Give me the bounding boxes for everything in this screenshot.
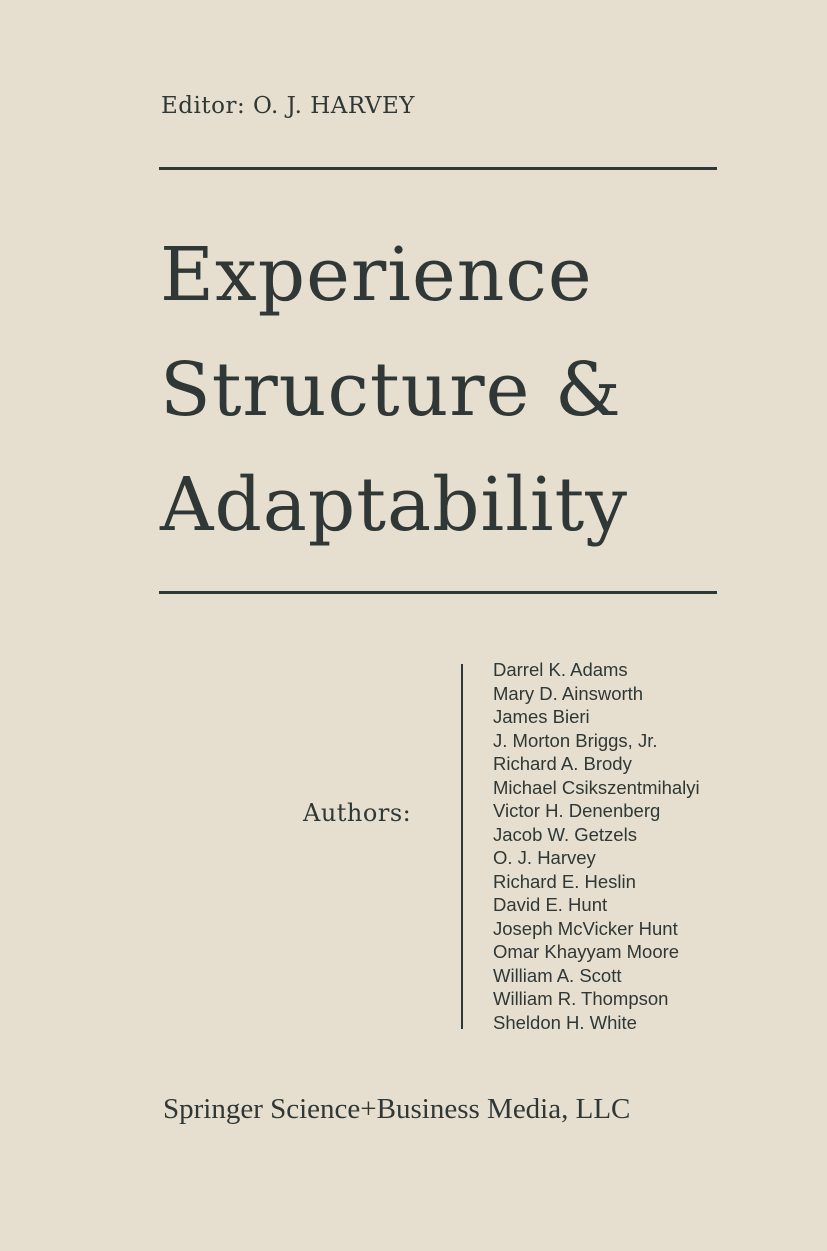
author-name: J. Morton Briggs, Jr. xyxy=(493,729,658,751)
author-name: William R. Thompson xyxy=(493,988,669,1009)
author-name: James Bieri xyxy=(493,706,590,727)
author-name: Darrel K. Adams xyxy=(493,659,628,680)
author-name: Richard A. Brody xyxy=(493,753,632,774)
bottom-rule xyxy=(159,591,717,594)
author-name: Richard E. Heslin xyxy=(493,870,636,892)
authors-label: Authors: xyxy=(303,799,412,827)
title-line-3: Adaptability xyxy=(160,462,629,548)
author-name: Omar Khayyam Moore xyxy=(493,941,680,962)
editor-line: Editor: O. J. HARVEY xyxy=(161,93,415,119)
author-name: Victor H. Denenberg xyxy=(493,800,661,821)
title-line-2: Structure & xyxy=(160,347,622,433)
authors-divider xyxy=(461,664,463,1029)
top-rule xyxy=(159,167,717,170)
author-name: O. J. Harvey xyxy=(493,847,596,868)
book-title xyxy=(160,218,628,563)
author-name: Michael Csikszentmihalyi xyxy=(493,776,700,798)
author-name: William A. Scott xyxy=(493,964,622,986)
author-list xyxy=(493,658,700,1034)
publisher-name: Springer Science+Business Media, LLC xyxy=(163,1093,631,1125)
author-name: Mary D. Ainsworth xyxy=(493,682,644,704)
author-name: Sheldon H. White xyxy=(493,1011,637,1033)
title-line-1: Experience xyxy=(160,232,593,318)
author-name: Jacob W. Getzels xyxy=(493,823,637,845)
author-name: David E. Hunt xyxy=(493,894,608,915)
author-name: Joseph McVicker Hunt xyxy=(493,917,678,939)
